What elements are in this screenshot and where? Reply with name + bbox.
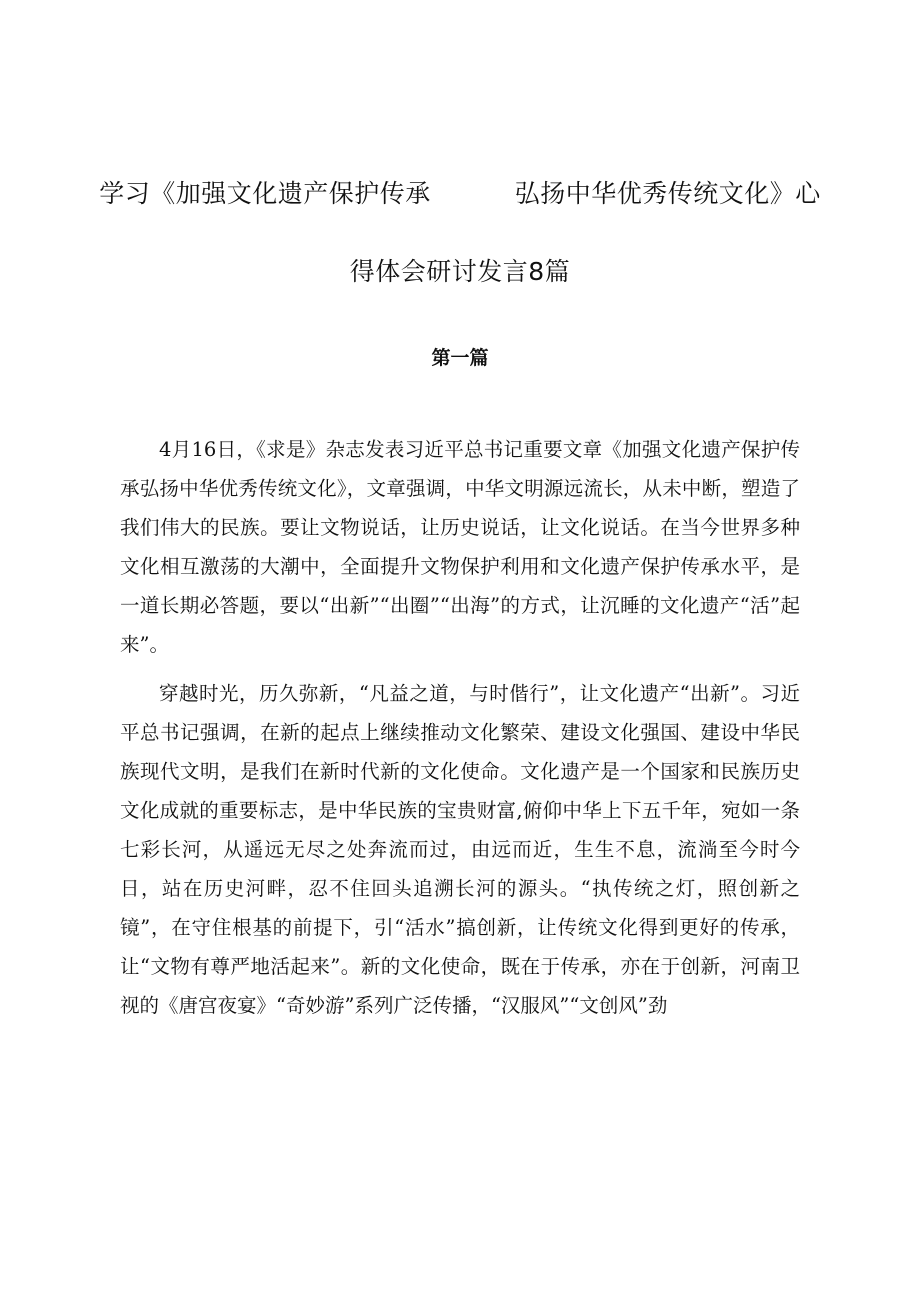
body-text: [120, 430, 800, 1035]
title-part-right: 弘扬中华优秀传统文化》心: [514, 179, 821, 208]
title-part-left: 学习《加强文化遗产保护传承: [99, 179, 431, 208]
document-title-line-1: [0, 174, 920, 210]
paragraph-1: 4月16日，《求是》杂志发表习近平总书记重要文章《加强文化遗产保护传承弘扬中华优秀传统文化》，文章强调，中华文明源远流长，从未中断，塑造了我们伟大的民族。要让文物说话，让历史说话，让文化说话。在当今世界多种文化相互激荡的大潮中，全面提升文物保护利用和文化遗产保护传承水平，是一道长期必答题，要以“出新”“出圈”“出海”的方式，让沉睡的文化遗产“活”起来”。: [120, 438, 800, 656]
paragraph-2: 穿越时光，历久弥新，“凡益之道，与时偕行”，让文化遗产“出新”。习近平总书记强调，在新的起点上继续推动文化繁荣、建设文化强国、建设中华民族现代文明，是我们在新时代新的文化使命。文化遗产是一个国家和民族历史文化成就的重要标志，是中华民族的宝贵财富,俯仰中华上下五千年，宛如一条七彩长河，从遥远无尽之处奔流而过，由远而近，生生不息，流淌至今时今日，站在历史河畔，忍不住回头追溯长河的源头。“执传统之灯，照创新之镜”，在守住根基的前提下，引“活水”搞创新，让传统文化得到更好的传承，让“文物有尊严地活起来”。新的文化使命，既在于传承，亦在于创新，河南卫视的《唐宫夜宴》“奇妙游”系列广泛传播，“汉服风”“文创风”劲: [120, 682, 800, 1017]
document-title-line-2: 得体会研讨发言8篇: [349, 257, 571, 286]
section-heading: 第一篇: [431, 347, 489, 369]
